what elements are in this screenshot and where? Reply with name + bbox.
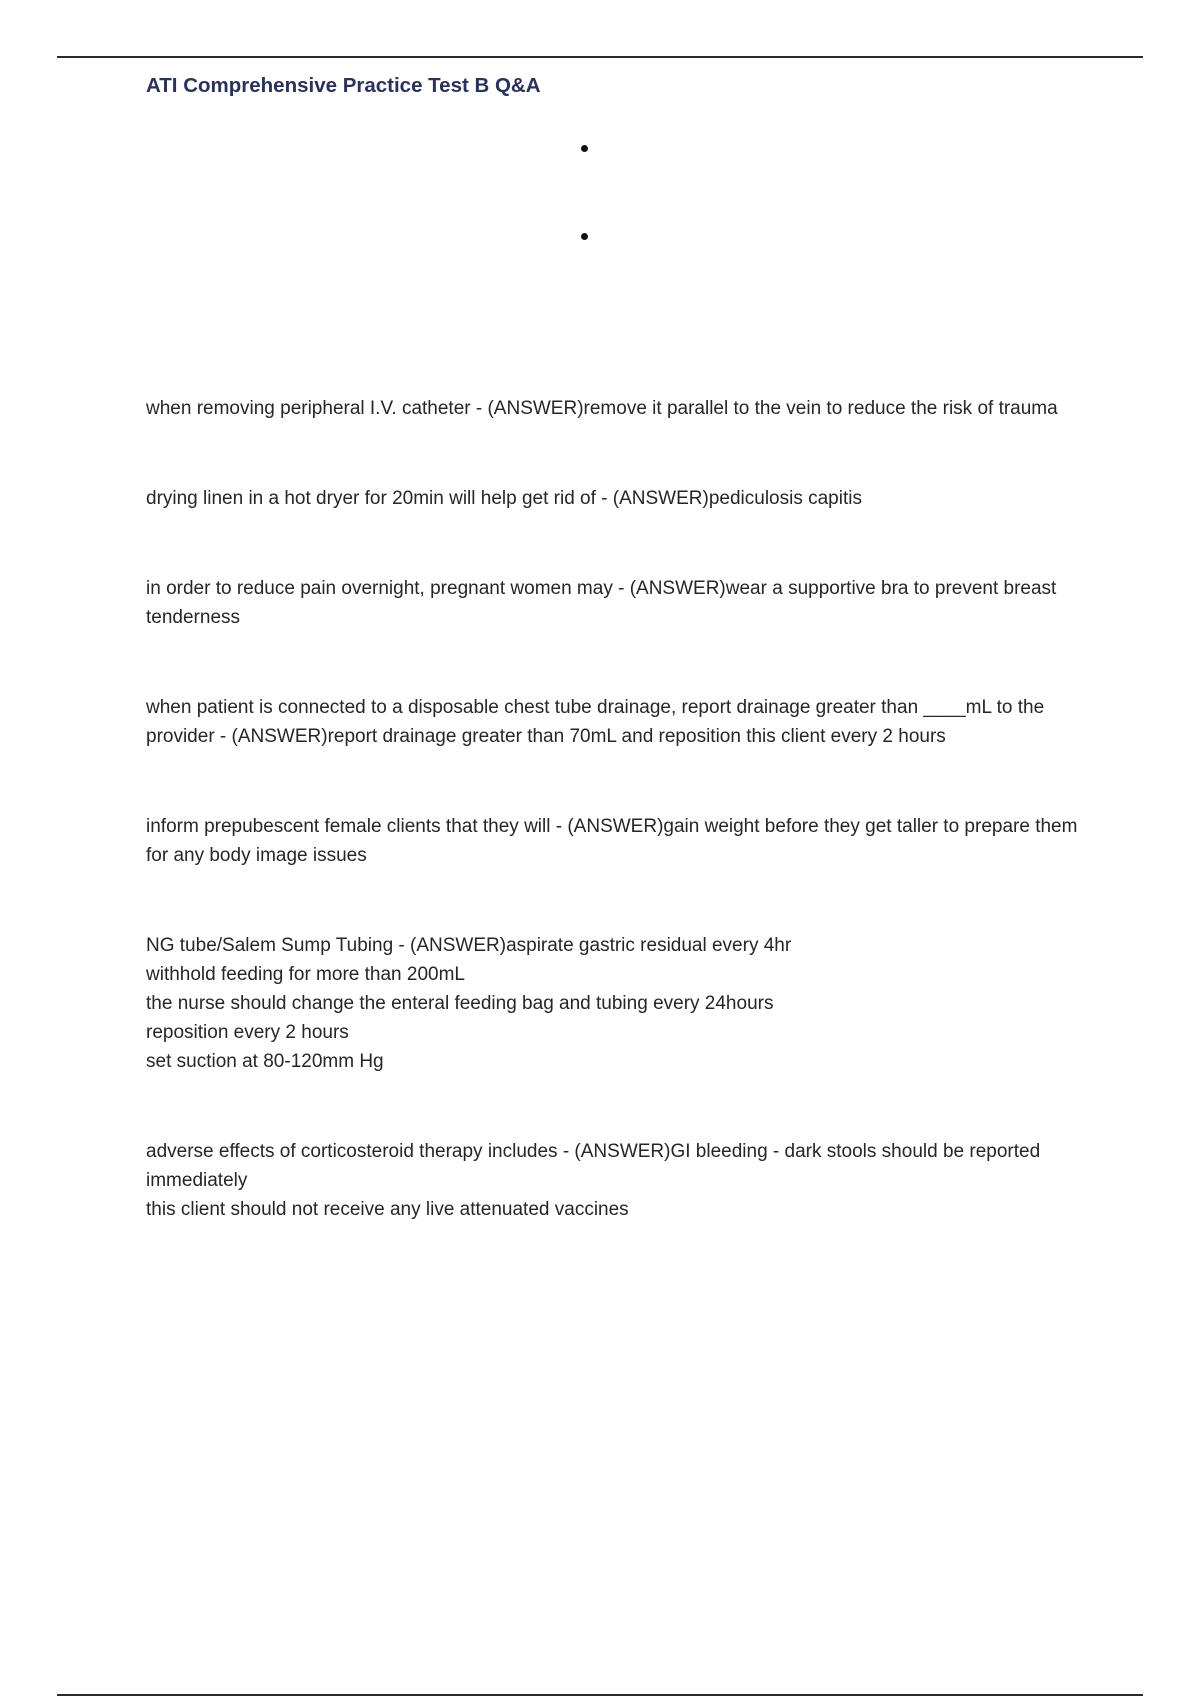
qa-item: inform prepubescent female clients that they will - (ANSWER)gain weight before they get taller to prepare them for any body image issues: [146, 816, 1078, 866]
top-rule: [57, 56, 1143, 58]
bullet-dot: [581, 145, 588, 152]
bottom-rule: [57, 1694, 1143, 1696]
qa-detail-line: withhold feeding for more than 200mL: [146, 964, 465, 985]
qa-item-corticosteroid: adverse effects of corticosteroid therapy includes - (ANSWER)GI bleeding - dark stools should be reported immediately: [146, 1141, 1041, 1191]
page-title: ATI Comprehensive Practice Test B Q&A: [146, 74, 541, 97]
qa-detail-line: set suction at 80-120mm Hg: [146, 1051, 384, 1072]
qa-item: in order to reduce pain overnight, pregnant women may - (ANSWER)wear a supportive bra to prevent breast tenderness: [146, 578, 1057, 628]
qa-detail-line: reposition every 2 hours: [146, 1022, 349, 1043]
qa-item: when patient is connected to a disposable chest tube drainage, report drainage greater than ____mL to the provider - (ANSWER)report drainage greater than 70mL and reposition this client every 2 hours: [146, 697, 1045, 747]
qa-detail-line: this client should not receive any live attenuated vaccines: [146, 1199, 629, 1220]
qa-item: when removing peripheral I.V. catheter - (ANSWER)remove it parallel to the vein to reduce the risk of trauma: [146, 398, 1058, 419]
qa-detail-line: the nurse should change the enteral feeding bag and tubing every 24hours: [146, 993, 774, 1014]
qa-item: drying linen in a hot dryer for 20min will help get rid of - (ANSWER)pediculosis capitis: [146, 488, 862, 509]
qa-content: [146, 394, 1091, 1224]
qa-item-ng-tube: NG tube/Salem Sump Tubing - (ANSWER)aspirate gastric residual every 4hr: [146, 935, 792, 956]
bullet-dot: [581, 233, 588, 240]
